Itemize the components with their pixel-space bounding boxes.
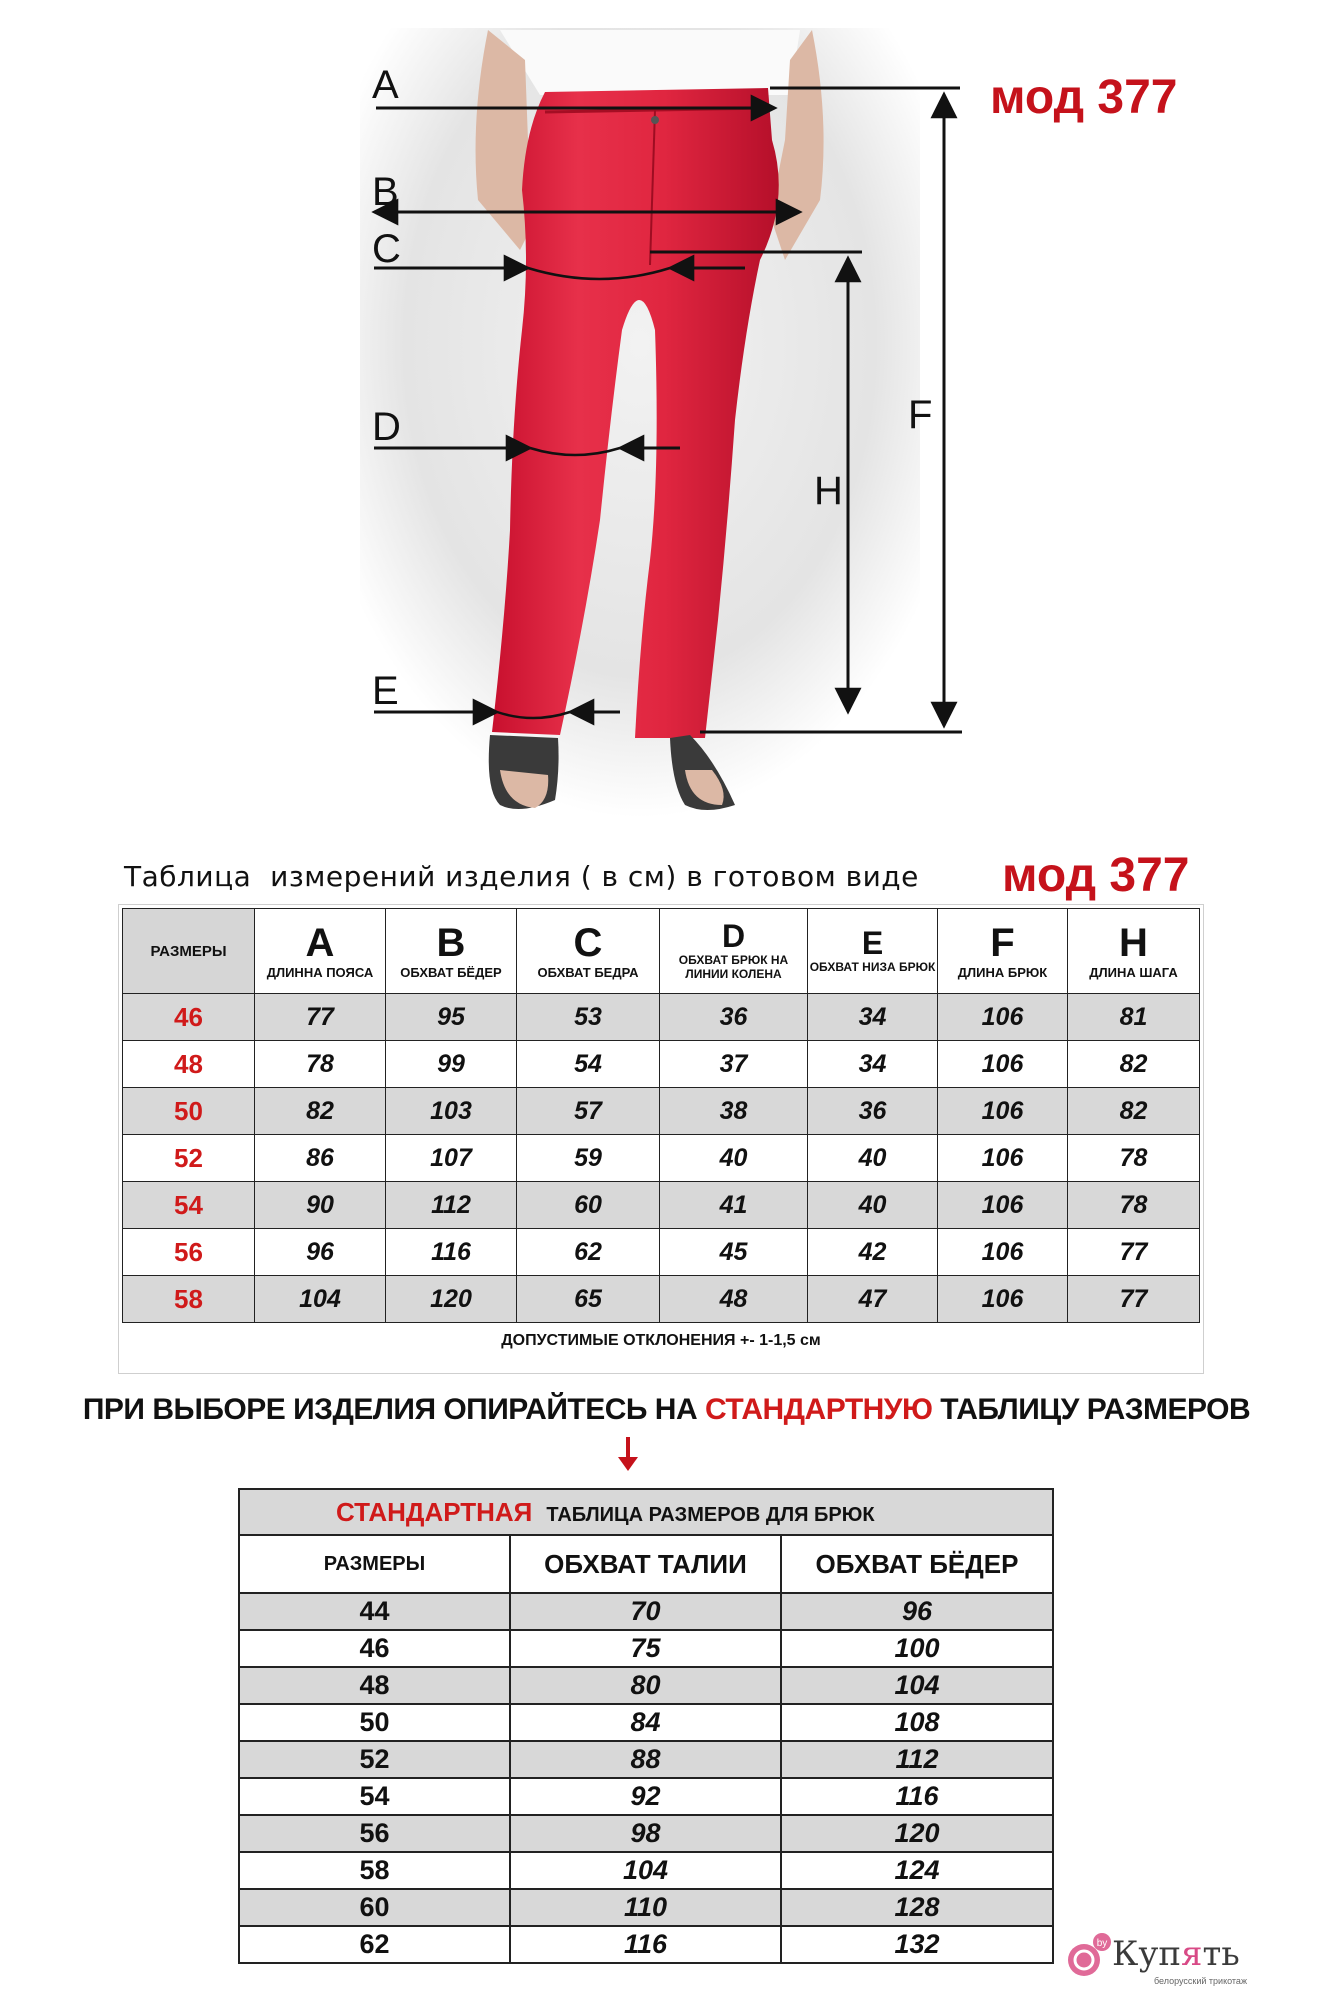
button [651, 116, 659, 124]
standard-row [239, 1593, 1053, 1630]
measurement-table-body [123, 994, 1200, 1323]
standard-value-cell: 112 [781, 1741, 1053, 1778]
value-cell: 86 [255, 1135, 386, 1182]
size-cell: 46 [123, 994, 255, 1041]
value-cell: 112 [386, 1182, 517, 1229]
label-a: A [372, 63, 399, 107]
value-cell: 40 [808, 1135, 938, 1182]
measurement-table-caption: Таблица измерений изделия ( в см) в готовом виде [124, 860, 919, 893]
value-cell: 59 [517, 1135, 660, 1182]
measurement-row [123, 1276, 1200, 1323]
white-top [500, 30, 800, 95]
value-cell: 37 [660, 1041, 808, 1088]
value-cell: 106 [938, 1229, 1068, 1276]
value-cell: 107 [386, 1135, 517, 1182]
standard-value-cell: 104 [781, 1667, 1053, 1704]
value-cell: 34 [808, 1041, 938, 1088]
standard-size-cell: 60 [239, 1889, 510, 1926]
standard-size-cell: 46 [239, 1630, 510, 1667]
value-cell: 77 [1068, 1229, 1200, 1276]
value-cell: 57 [517, 1088, 660, 1135]
value-cell: 42 [808, 1229, 938, 1276]
value-cell: 53 [517, 994, 660, 1041]
tolerance-note: ДОПУСТИМЫЕ ОТКЛОНЕНИЯ +- 1-1,5 см [501, 1332, 821, 1349]
standard-value-cell: 100 [781, 1630, 1053, 1667]
brand-tagline: белорусский трикотаж [1154, 1976, 1247, 1986]
standard-size-cell: 48 [239, 1667, 510, 1704]
value-cell: 106 [938, 1276, 1068, 1323]
col-label: ОБХВАТ БЁДЕР [400, 964, 502, 980]
measurement-figure [0, 0, 1333, 830]
standard-value-cell: 80 [510, 1667, 781, 1704]
value-cell: 77 [255, 994, 386, 1041]
standard-size-table-frame [238, 1488, 1052, 1964]
value-cell: 54 [517, 1041, 660, 1088]
label-h: H [814, 469, 843, 513]
value-cell: 106 [938, 1182, 1068, 1229]
standard-value-cell: 124 [781, 1852, 1053, 1889]
value-cell: 106 [938, 1041, 1068, 1088]
value-cell: 120 [386, 1276, 517, 1323]
standard-value-cell: 96 [781, 1593, 1053, 1630]
standard-table-title-row [239, 1489, 1053, 1535]
standard-col-waist: ОБХВАТ ТАЛИИ [510, 1535, 781, 1593]
value-cell: 78 [1068, 1135, 1200, 1182]
col-letter: A [305, 920, 335, 965]
standard-value-cell: 104 [510, 1852, 781, 1889]
standard-size-cell: 44 [239, 1593, 510, 1630]
standard-row [239, 1741, 1053, 1778]
value-cell: 78 [255, 1041, 386, 1088]
value-cell: 82 [255, 1088, 386, 1135]
standard-row [239, 1778, 1053, 1815]
standard-row [239, 1667, 1053, 1704]
tolerance-row [123, 1323, 1200, 1360]
standard-table-header-row [239, 1535, 1053, 1593]
col-header-e [808, 909, 938, 994]
standard-value-cell: 128 [781, 1889, 1053, 1926]
col-letter: D [721, 918, 746, 954]
measurement-row [123, 1088, 1200, 1135]
size-cell: 58 [123, 1276, 255, 1323]
model-label-table: мод 377 [1002, 849, 1190, 902]
measurement-row [123, 1135, 1200, 1182]
standard-col-hips: ОБХВАТ БЁДЕР [781, 1535, 1053, 1593]
standard-size-cell: 52 [239, 1741, 510, 1778]
size-header: РАЗМЕРЫ [123, 909, 255, 994]
label-e: E [372, 669, 399, 713]
measurement-table-frame [118, 904, 1204, 1374]
brand-name [1112, 1934, 1240, 1974]
value-cell: 45 [660, 1229, 808, 1276]
value-cell: 106 [938, 994, 1068, 1041]
col-letter: C [573, 920, 603, 965]
measurement-row [123, 994, 1200, 1041]
standard-value-cell: 92 [510, 1778, 781, 1815]
col-label: ОБХВАТ НИЗА БРЮК [809, 960, 936, 974]
standard-size-cell: 50 [239, 1704, 510, 1741]
value-cell: 60 [517, 1182, 660, 1229]
value-cell: 40 [808, 1182, 938, 1229]
standard-row [239, 1704, 1053, 1741]
label-c: C [372, 227, 401, 271]
value-cell: 40 [660, 1135, 808, 1182]
brand-name-accent: я [1180, 1934, 1203, 1974]
standard-value-cell: 70 [510, 1593, 781, 1630]
standard-value-cell: 116 [781, 1778, 1053, 1815]
value-cell: 62 [517, 1229, 660, 1276]
label-b: B [372, 170, 399, 214]
col-header-d [660, 909, 808, 994]
standard-value-cell: 110 [510, 1889, 781, 1926]
standard-value-cell: 84 [510, 1704, 781, 1741]
measurement-row [123, 1041, 1200, 1088]
value-cell: 36 [660, 994, 808, 1041]
note-text-before: ПРИ ВЫБОРЕ ИЗДЕЛИЯ ОПИРАЙТЕСЬ НА [82, 1393, 705, 1426]
value-cell: 106 [938, 1135, 1068, 1182]
col-label: ОБХВАТ БЕДРА [537, 964, 639, 980]
size-cell: 56 [123, 1229, 255, 1276]
value-cell: 34 [808, 994, 938, 1041]
size-cell: 50 [123, 1088, 255, 1135]
measurement-table [122, 908, 1200, 1359]
standard-row [239, 1852, 1053, 1889]
value-cell: 106 [938, 1088, 1068, 1135]
selection-note [0, 1393, 1333, 1427]
value-cell: 82 [1068, 1088, 1200, 1135]
col-header-a [255, 909, 386, 994]
value-cell: 81 [1068, 994, 1200, 1041]
value-cell: 103 [386, 1088, 517, 1135]
col-letter: F [990, 920, 1015, 965]
value-cell: 65 [517, 1276, 660, 1323]
standard-size-cell: 56 [239, 1815, 510, 1852]
standard-title-red: СТАНДАРТНАЯ [336, 1496, 533, 1527]
standard-value-cell: 88 [510, 1741, 781, 1778]
col-header-f [938, 909, 1068, 994]
value-cell: 104 [255, 1276, 386, 1323]
standard-size-cell: 54 [239, 1778, 510, 1815]
label-f: F [908, 393, 933, 437]
value-cell: 95 [386, 994, 517, 1041]
standard-value-cell: 116 [510, 1926, 781, 1963]
col-label: ДЛИННА ПОЯСА [266, 964, 374, 980]
model-label-top: мод 377 [990, 71, 1178, 124]
col-letter: H [1119, 920, 1148, 965]
value-cell: 47 [808, 1276, 938, 1323]
standard-value-cell: 98 [510, 1815, 781, 1852]
note-highlight: СТАНДАРТНУЮ [704, 1393, 933, 1426]
standard-value-cell: 120 [781, 1815, 1053, 1852]
measurement-row [123, 1182, 1200, 1229]
brand-badge-icon [1064, 1932, 1114, 1982]
value-cell: 90 [255, 1182, 386, 1229]
value-cell: 48 [660, 1276, 808, 1323]
standard-row [239, 1630, 1053, 1667]
measurement-row [123, 1229, 1200, 1276]
standard-table-title [239, 1489, 1053, 1535]
note-text-after: ТАБЛИЦУ РАЗМЕРОВ [932, 1393, 1251, 1426]
value-cell: 99 [386, 1041, 517, 1088]
standard-value-cell: 75 [510, 1630, 781, 1667]
size-cell: 48 [123, 1041, 255, 1088]
brand-badge-text: by [1096, 1938, 1108, 1949]
col-header-h [1068, 909, 1200, 994]
standard-size-cell: 62 [239, 1926, 510, 1963]
brand-name-part: ть [1202, 1934, 1240, 1974]
standard-value-cell: 108 [781, 1704, 1053, 1741]
standard-size-cell: 58 [239, 1852, 510, 1889]
standard-size-table [238, 1488, 1054, 1964]
standard-table-body [239, 1593, 1053, 1963]
col-header-c [517, 909, 660, 994]
standard-col-sizes: РАЗМЕРЫ [239, 1535, 510, 1593]
col-label: ОБХВАТ БРЮК НА ЛИНИИ КОЛЕНА [678, 953, 789, 981]
col-letter: E [861, 925, 884, 961]
col-header-b [386, 909, 517, 994]
value-cell: 82 [1068, 1041, 1200, 1088]
size-cell: 52 [123, 1135, 255, 1182]
col-letter: B [436, 920, 466, 965]
label-d: D [372, 405, 401, 449]
value-cell: 77 [1068, 1276, 1200, 1323]
standard-value-cell: 132 [781, 1926, 1053, 1963]
value-cell: 38 [660, 1088, 808, 1135]
standard-title-rest: ТАБЛИЦА РАЗМЕРОВ ДЛЯ БРЮК [546, 1503, 875, 1526]
measurement-header-row [123, 909, 1200, 994]
brand-name-part: Куп [1112, 1934, 1181, 1974]
standard-row [239, 1889, 1053, 1926]
value-cell: 96 [255, 1229, 386, 1276]
value-cell: 116 [386, 1229, 517, 1276]
value-cell: 41 [660, 1182, 808, 1229]
down-arrow-icon [618, 1437, 638, 1473]
standard-row [239, 1815, 1053, 1852]
standard-row [239, 1926, 1053, 1963]
col-label: ДЛИНА БРЮК [957, 964, 1048, 980]
brand-logo [1064, 1932, 1264, 1992]
col-label: ДЛИНА ШАГА [1089, 964, 1178, 980]
value-cell: 36 [808, 1088, 938, 1135]
value-cell: 78 [1068, 1182, 1200, 1229]
size-cell: 54 [123, 1182, 255, 1229]
